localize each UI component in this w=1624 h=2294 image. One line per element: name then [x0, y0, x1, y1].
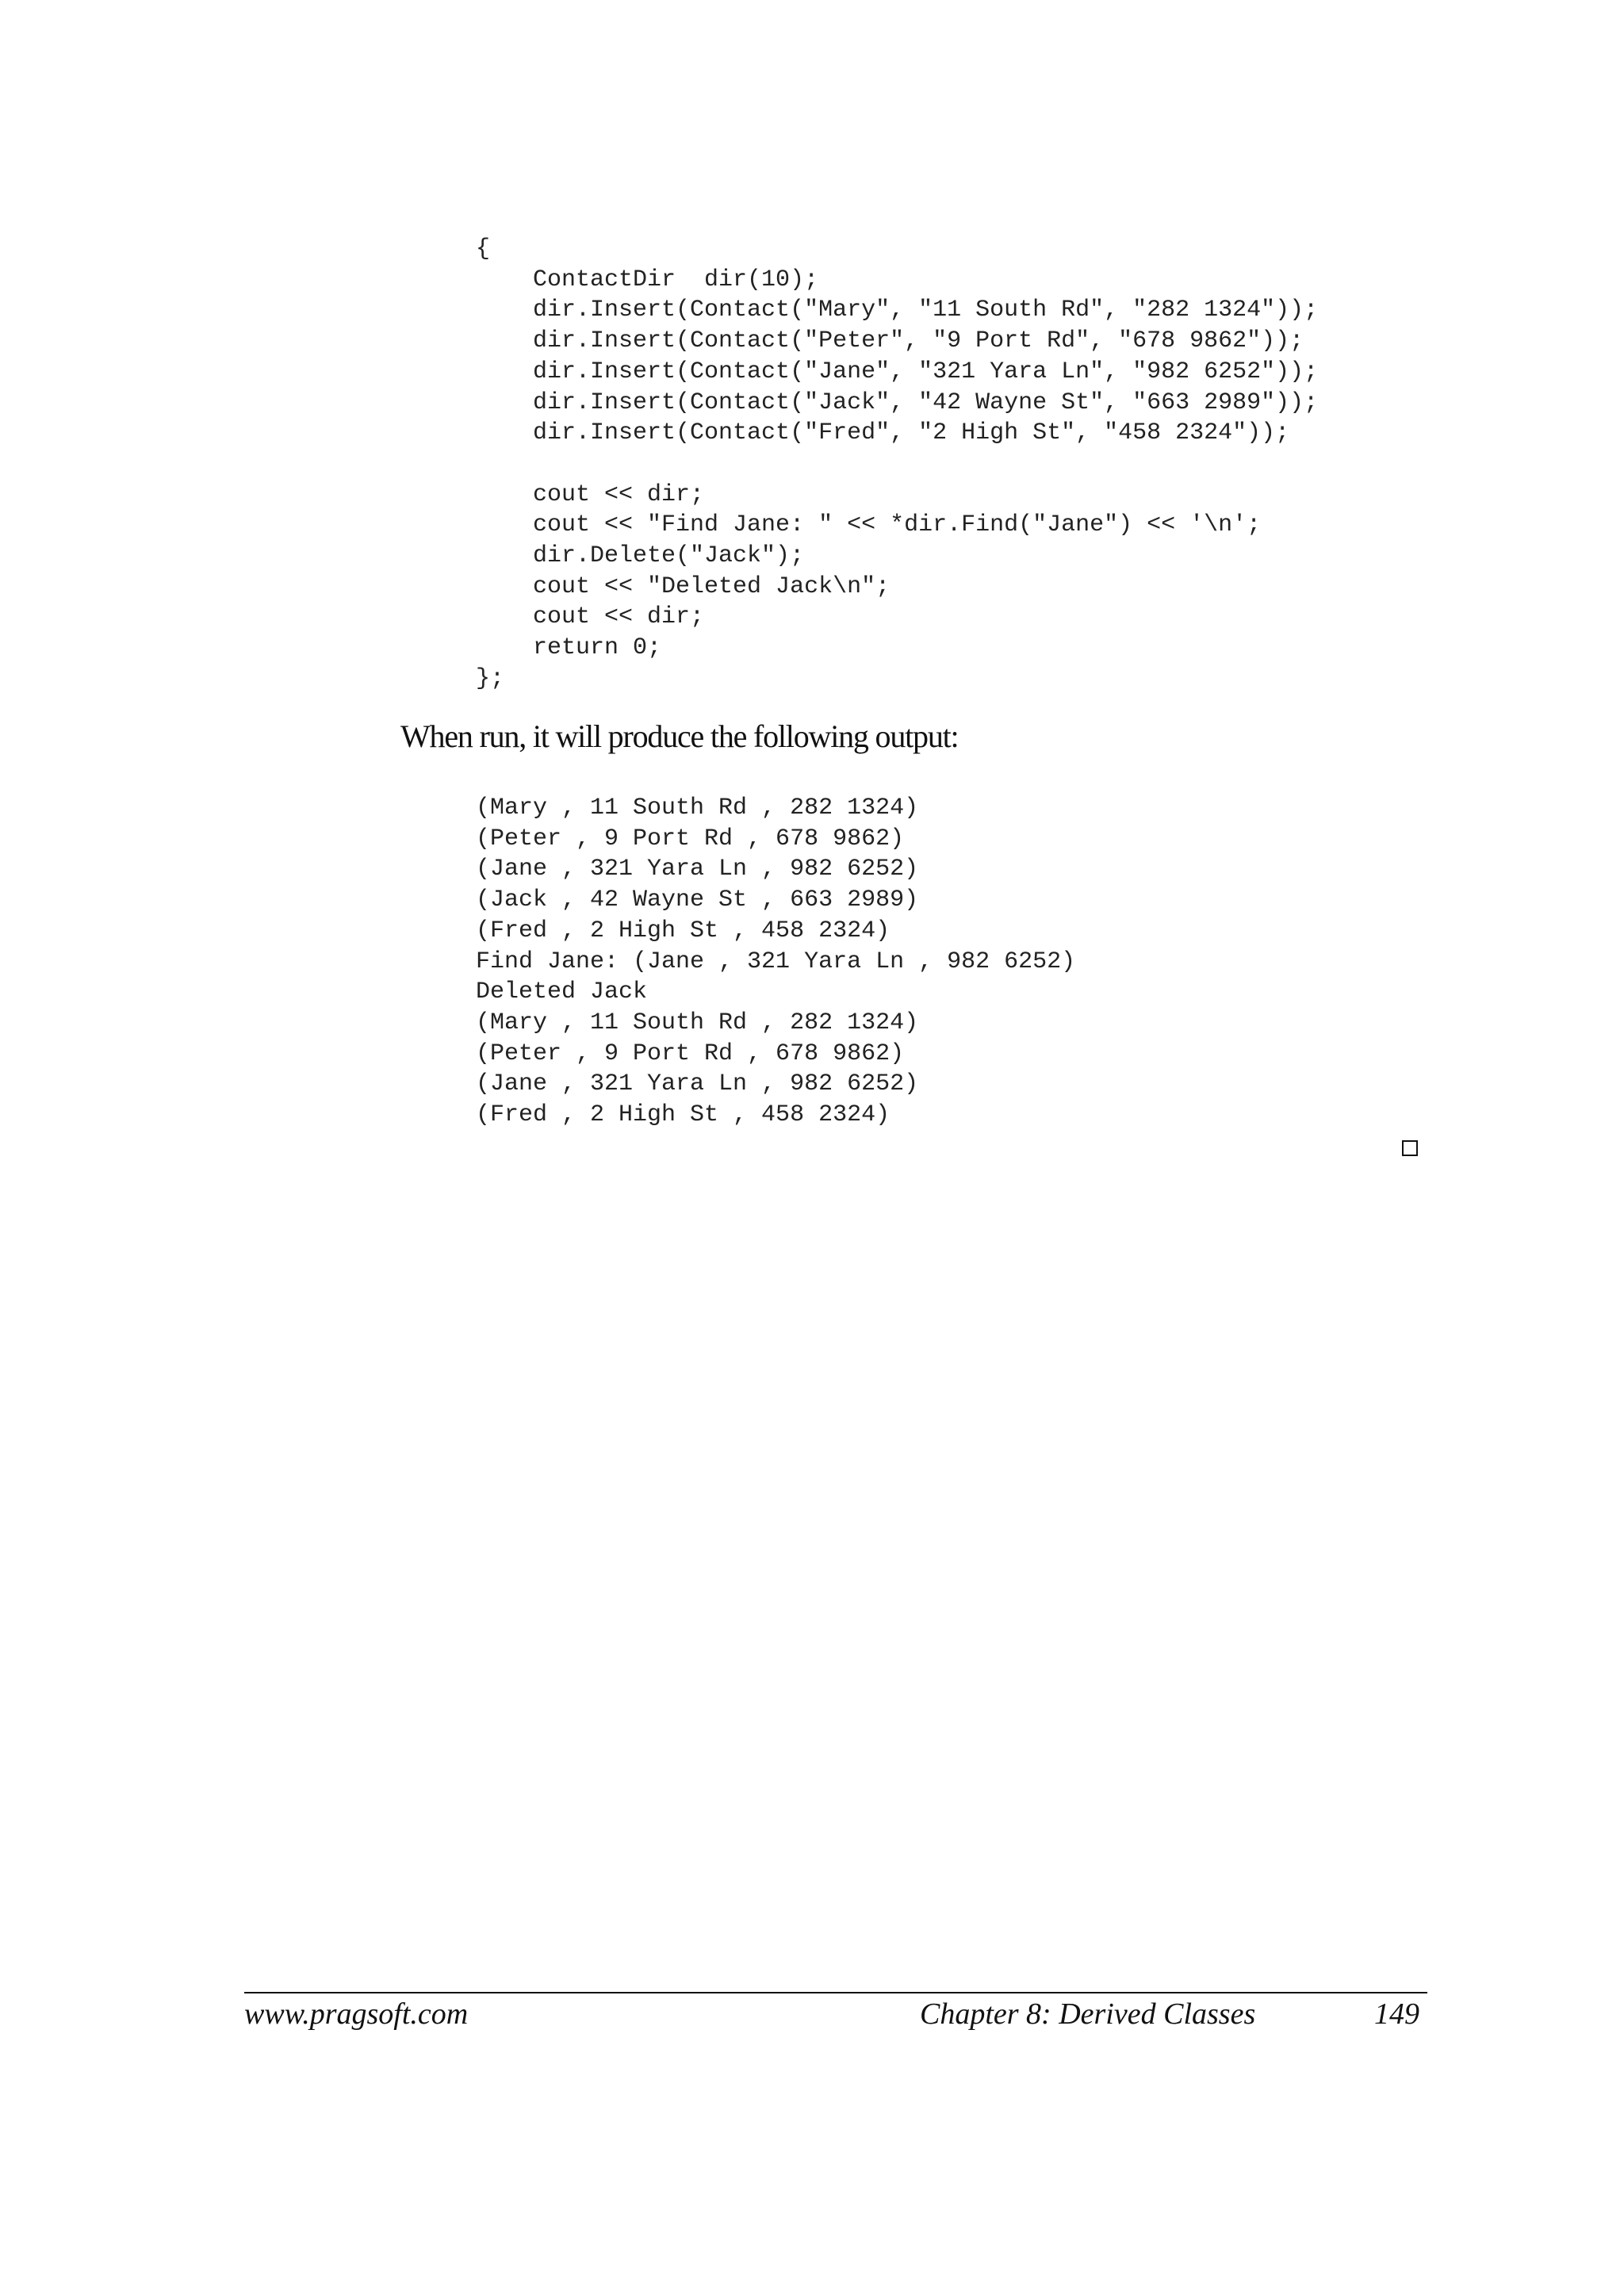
footer-chapter-title: Chapter 8: Derived Classes	[920, 1997, 1256, 2031]
output-line: (Mary , 11 South Rd , 282 1324)	[476, 795, 919, 821]
output-line: (Peter , 9 Port Rd , 678 9862)	[476, 825, 905, 852]
output-line: (Mary , 11 South Rd , 282 1324)	[476, 1009, 919, 1036]
code-line: dir.Insert(Contact("Mary", "11 South Rd", "282 1324"));	[476, 297, 1319, 324]
code-line: dir.Insert(Contact("Fred", "2 High St", "458 2324"));	[476, 419, 1290, 447]
code-line: dir.Insert(Contact("Peter", "9 Port Rd", "678 9862"));	[476, 327, 1304, 355]
code-line: dir.Insert(Contact("Jack", "42 Wayne St", "663 2989"));	[476, 389, 1319, 416]
output-line: (Jack , 42 Wayne St , 663 2989)	[476, 887, 919, 914]
code-listing	[476, 234, 1318, 695]
output-line: (Jane , 321 Yara Ln , 982 6252)	[476, 856, 919, 883]
footer-url: www.pragsoft.com	[244, 1997, 469, 2031]
code-line: return 0;	[476, 634, 662, 662]
code-line: cout << "Find Jane: " << *dir.Find("Jane") << '\n';	[476, 511, 1262, 539]
output-line: (Jane , 321 Yara Ln , 982 6252)	[476, 1070, 919, 1098]
output-intro-text: When run, it will produce the following output:	[400, 718, 959, 754]
code-line: };	[476, 664, 505, 692]
output-line: (Fred , 2 High St , 458 2324)	[476, 1101, 891, 1129]
end-of-example-square-icon	[1402, 1140, 1418, 1156]
code-line: dir.Insert(Contact("Jane", "321 Yara Ln", "982 6252"));	[476, 358, 1319, 385]
output-line: (Peter , 9 Port Rd , 678 9862)	[476, 1040, 905, 1067]
code-line: cout << "Deleted Jack\n";	[476, 573, 891, 600]
code-line	[476, 449, 1318, 480]
code-line: cout << dir;	[476, 481, 705, 508]
output-line: Find Jane: (Jane , 321 Yara Ln , 982 6252)	[476, 948, 1076, 975]
code-line: {	[476, 236, 491, 262]
code-line: cout << dir;	[476, 603, 705, 631]
code-line: dir.Delete("Jack");	[476, 542, 805, 570]
footer-rule	[244, 1992, 1427, 1993]
page-number: 149	[1374, 1997, 1419, 2031]
output-line: (Fred , 2 High St , 458 2324)	[476, 917, 891, 944]
program-output	[476, 793, 1075, 1131]
code-line: ContactDir dir(10);	[476, 266, 819, 293]
output-line: Deleted Jack	[476, 978, 648, 1006]
